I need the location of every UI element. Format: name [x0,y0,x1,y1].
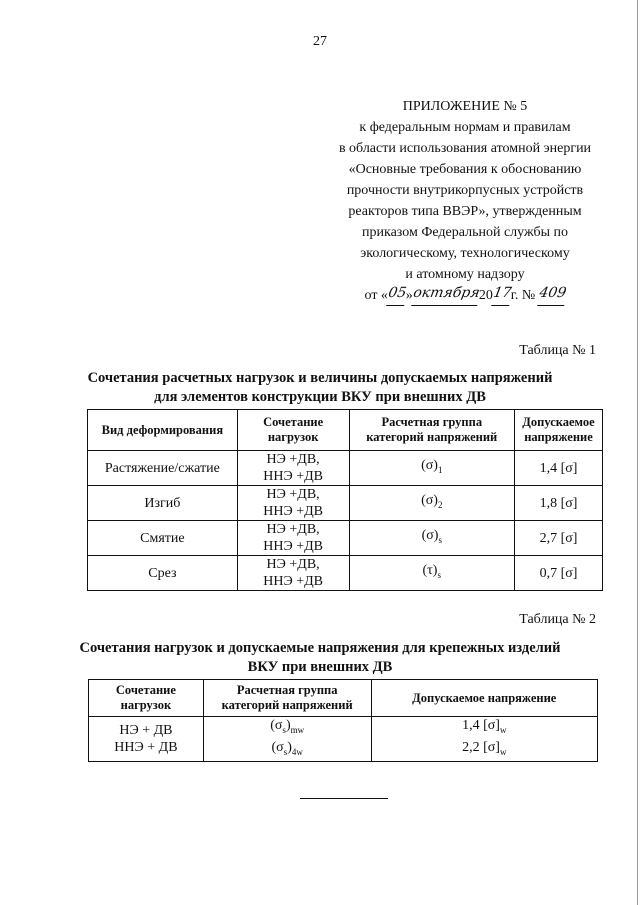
column-header: Допускаемое напряжение [515,410,603,451]
deformation-type-cell: Смятие [88,521,238,556]
stress-group-subscript: 2 [437,499,443,510]
column-header: Сочетание нагрузок [89,680,204,717]
table1 [87,409,603,591]
table-row [88,521,603,556]
handwritten-year: 17 [491,285,513,306]
stress-group-cell [349,451,515,486]
column-header: Вид деформирования [88,410,238,451]
table-row [88,556,603,591]
stress-group-cell [349,521,515,556]
allowed-stress-line: 2,2 $[\sigma]_w$ [462,739,507,757]
appendix-line: в области использования атомной энергии [338,141,592,156]
appendix-line: к федеральным нормам и правилам [359,120,571,135]
load-line: НЭ +ДВ, [266,522,320,537]
appendix-line: прочности внутрикорпусных устройств [346,183,584,198]
stress-group: (σ) [421,458,438,474]
page-number: 27 [313,34,327,49]
load-line: НЭ +ДВ, [266,452,320,467]
load-line: НЭ +ДВ, [266,487,320,502]
table-header-row [88,410,603,451]
stress-group: (σ) [421,528,439,544]
appendix-line: реакторов типа ВВЭР», утвержденным [348,204,582,219]
handwritten-order-number: 409 [537,285,567,306]
table1-heading [40,369,600,407]
appendix-line: «Основные требования к обоснованию [348,162,582,177]
load-line: ННЭ + ДВ [114,739,178,755]
column-header: Сочетание нагрузок [237,410,349,451]
appendix-line: экологическому, технологическому [360,246,570,261]
load-combination-cell [237,486,349,521]
stress-group-subscript: s [437,569,441,580]
table1-heading-line: Сочетания расчетных нагрузок и величины допускаемых напряжений [87,370,553,386]
stress-group-cell [349,486,515,521]
allowed-stress-cell: 1,8 [σ] [515,486,603,521]
stress-group: (σ) [421,493,438,509]
scan-edge-line [637,0,638,905]
table2 [88,679,598,762]
footnote-rule [300,798,388,799]
stress-group-cell [349,556,515,591]
stress-group-subscript: 1 [437,464,443,475]
table-row [89,717,598,762]
appendix-block [330,96,600,306]
table1-heading-line: для элементов конструкции ВКУ при внешних ДВ [154,389,486,405]
appendix-line: приказом Федеральной службы по [362,225,568,240]
allowed-stress-cell: 2,7 [σ] [515,521,603,556]
load-combination-cell [89,717,204,762]
date-suffix: г. № [510,288,536,303]
table-row [88,451,603,486]
load-combination-cell [237,451,349,486]
column-header: Допускаемое напряжение [371,680,598,717]
load-combination-cell [237,521,349,556]
allowed-stress-line: 1,4 $[\sigma]_w$ [462,718,507,735]
date-mid: » [405,288,413,303]
load-combination-cell [237,556,349,591]
load-line: ННЭ +ДВ [263,504,323,519]
load-line: НЭ + ДВ [119,722,173,738]
load-line: ННЭ +ДВ [263,469,323,484]
table-header-row [89,680,598,717]
load-line: ННЭ +ДВ [263,574,323,589]
table2-label: Таблица № 2 [519,612,596,627]
column-header: Расчетная группа категорий напряжений [203,680,371,717]
stress-group-subscript: s [438,534,442,545]
deformation-type-cell: Растяжение/сжатие [88,451,238,486]
handwritten-day: 05 [386,285,408,306]
allowed-stress-cell [371,717,598,762]
load-line: ННЭ +ДВ [263,539,323,554]
deformation-type-cell: Срез [88,556,238,591]
table-row [88,486,603,521]
handwritten-month: октября [411,285,481,306]
table1-label: Таблица № 1 [519,343,596,358]
stress-group-cell [203,717,371,762]
table2-heading-line: Сочетания нагрузок и допускаемые напряжения для крепежных изделий [79,640,561,656]
stress-group: (τ) [422,563,438,579]
table2-heading [40,639,600,677]
date-year-prefix: 20 [478,288,493,303]
appendix-line: и атомному надзору [405,267,525,282]
table2-heading-line: ВКУ при внешних ДВ [247,659,393,675]
column-header: Расчетная группа категорий напряжений [349,410,515,451]
allowed-stress-cell: 0,7 [σ] [515,556,603,591]
deformation-type-cell: Изгиб [88,486,238,521]
order-date-line [330,285,600,306]
date-prefix: от « [364,288,388,303]
load-line: НЭ +ДВ, [266,557,320,572]
stress-group-line: $(\sigma_s)_{4w}$ [271,739,303,757]
appendix-title: ПРИЛОЖЕНИЕ № 5 [402,99,528,114]
allowed-stress-cell: 1,4 [σ] [515,451,603,486]
stress-group-line: $(\sigma_s)_{mw}$ [270,718,305,735]
